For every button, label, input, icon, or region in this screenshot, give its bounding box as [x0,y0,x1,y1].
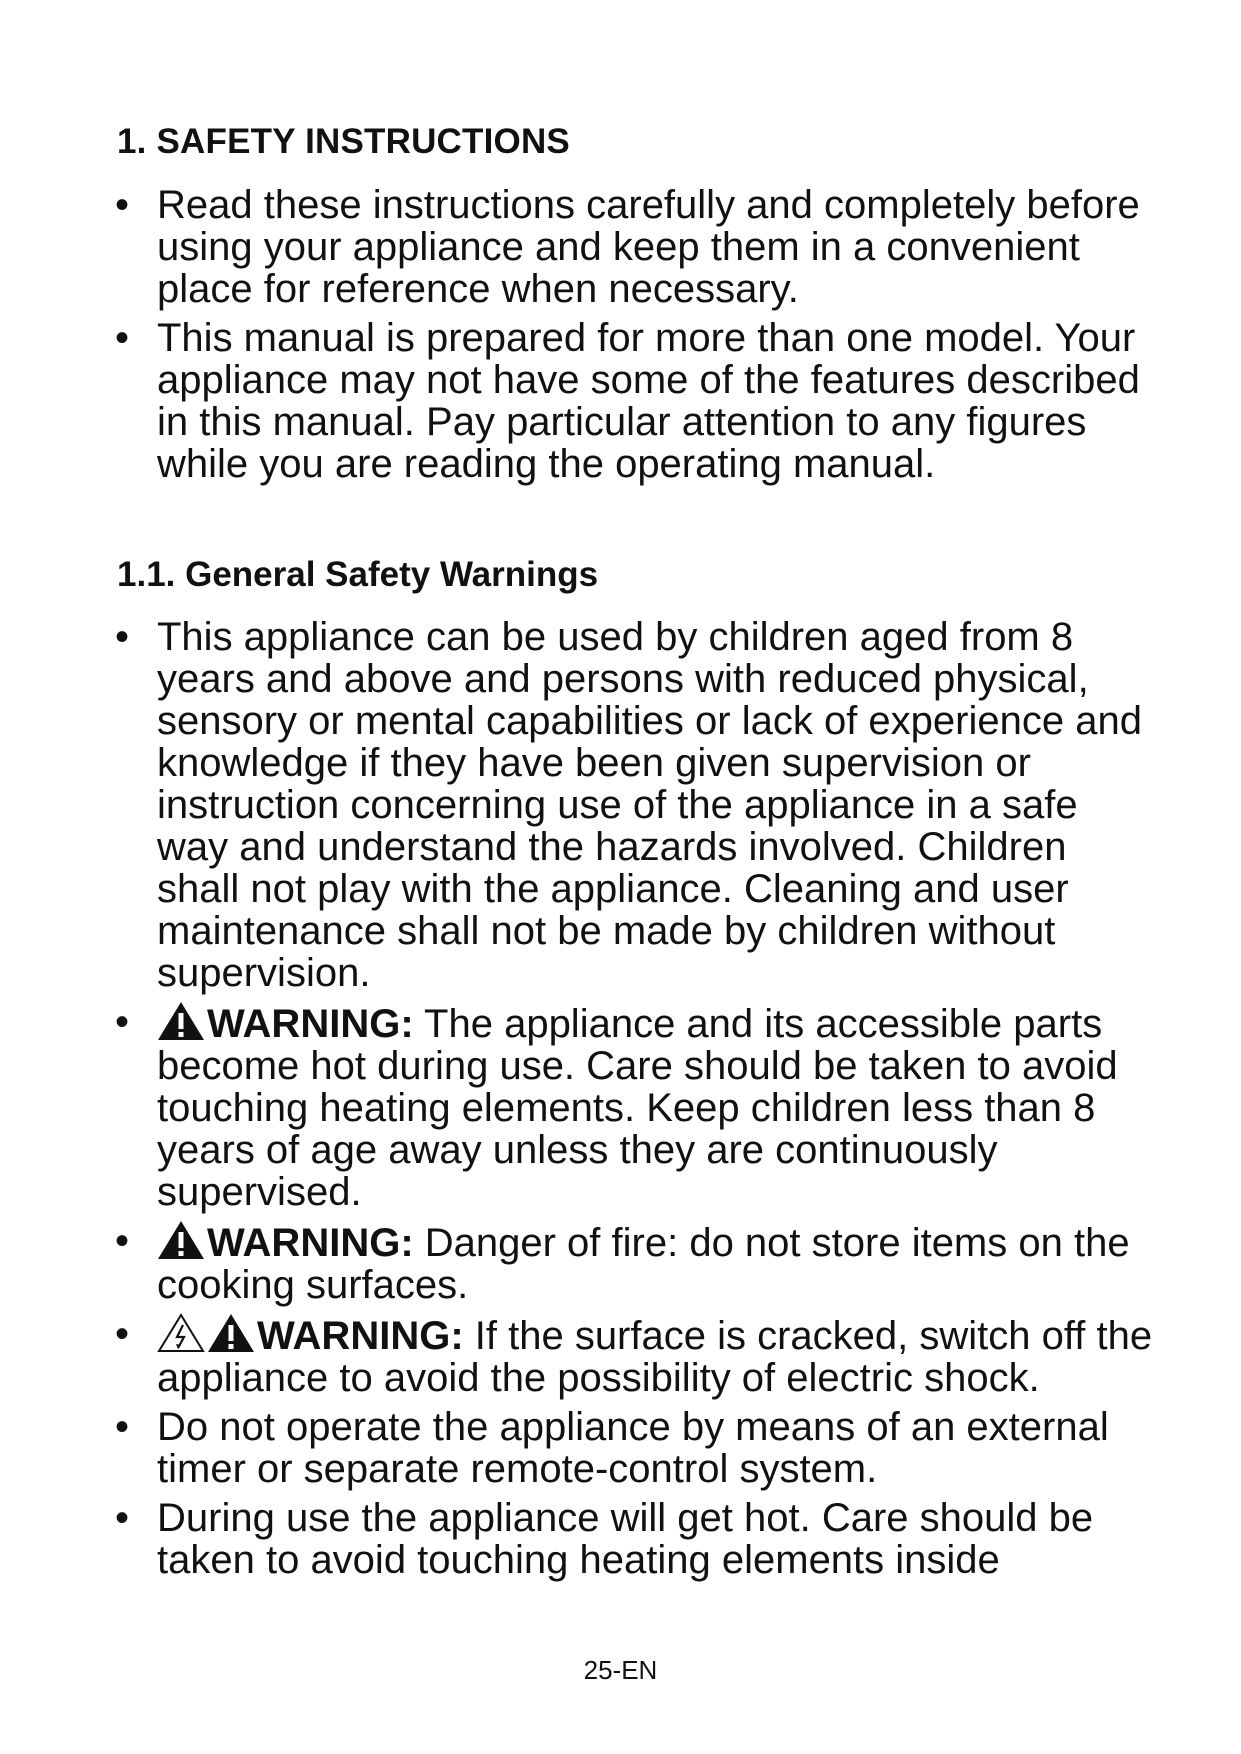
item-text: Do not operate the appliance by means of an external timer or separate remote-control system. [157,1405,1109,1491]
item-text: The appliance and its accessible parts become hot during use. Care should be taken to avoid touching heating elements. Keep children less than 8 years of age away unless they are continuously supervised. [157,1002,1118,1214]
bullet: • [115,1219,130,1263]
warning-label: WARNING: [207,1002,414,1046]
subsection-title: 1.1. General Safety Warnings [117,555,599,594]
bullet: • [115,316,130,360]
item-text: If the surface is cracked, switch off the appliance to avoid the possibility of electric shock. [157,1314,1153,1400]
electric-shock-icon [157,1313,205,1353]
bullet: • [115,183,130,227]
bullet: • [115,1496,130,1540]
warnings-list [115,616,1155,1588]
warning-item [115,1001,1155,1213]
item-text: This manual is prepared for more than one model. Your appliance may not have some of the features described in this manual. Pay particular attention to any figures while you are reading the operating manual. [157,316,1140,486]
intro-list [115,184,1155,492]
warning-item [115,1220,1155,1306]
list-item [115,1497,1155,1581]
warning-triangle-icon [157,1001,205,1041]
warning-triangle-icon [207,1313,255,1353]
item-text: This appliance can be used by children aged from 8 years and above and persons with reduced physical, sensory or mental capabilities or lack of experience and knowledge if they have been given supervision or instruction concerning use of the appliance in a safe way and understand the hazards involved. Children shall not play with the appliance. Cleaning and user maintenance shall not be made by children without supervision. [157,615,1142,995]
page-number: 25-EN [583,1655,658,1685]
item-text: Danger of fire: do not store items on the cooking surfaces. [157,1221,1130,1307]
bullet: • [115,1000,130,1044]
warning-triangle-icon [157,1220,205,1260]
section-title: 1. SAFETY INSTRUCTIONS [117,122,570,161]
bullet: • [115,615,130,659]
warning-item [115,1313,1155,1399]
warning-label: WARNING: [257,1314,464,1358]
item-text: During use the appliance will get hot. Care should be taken to avoid touching heating elements inside [157,1496,1094,1582]
warning-label: WARNING: [207,1221,414,1265]
list-item [115,616,1155,994]
list-item [115,184,1155,310]
bullet: • [115,1405,130,1449]
list-item [115,1406,1155,1490]
item-text: Read these instructions carefully and completely before using your appliance and keep them in a convenient place for reference when necessary. [157,183,1140,311]
bullet: • [115,1312,130,1356]
list-item [115,317,1155,485]
